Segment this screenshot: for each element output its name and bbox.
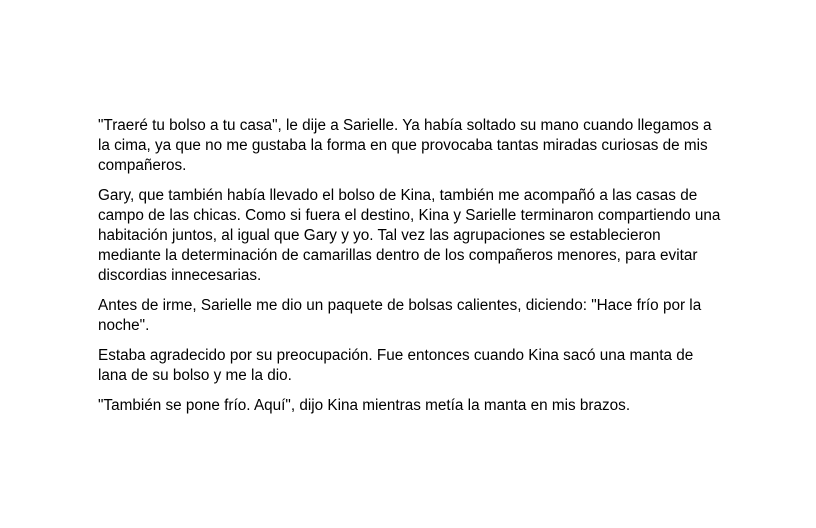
paragraph-4: Estaba agradecido por su preocupación. Fue entonces cuando Kina sacó una manta de lana de su bolso y me la dio. bbox=[98, 347, 694, 384]
paragraph-1: "Traeré tu bolso a tu casa", le dije a Sarielle. Ya había soltado su mano cuando llegamos a la cima, ya que no me gustaba la forma en que provocaba tantas miradas curiosas de mis compañeros. bbox=[98, 117, 712, 174]
paragraph-3: Antes de irme, Sarielle me dio un paquete de bolsas calientes, diciendo: "Hace frío por la noche". bbox=[98, 297, 702, 334]
paragraph-5: "También se pone frío. Aquí", dijo Kina mientras metía la manta en mis brazos. bbox=[98, 397, 631, 414]
paragraph-2: Gary, que también había llevado el bolso de Kina, también me acompañó a las casas de campo de las chicas. Como si fuera el destino, Kina y Sarielle terminaron compartiendo una habitación juntos, al igual que Gary y yo. Tal vez las agrupaciones se establecieron mediante la determinación de camarillas dentro de los compañeros menores, para evitar discordias innecesarias. bbox=[98, 187, 721, 284]
document-body bbox=[98, 116, 726, 426]
